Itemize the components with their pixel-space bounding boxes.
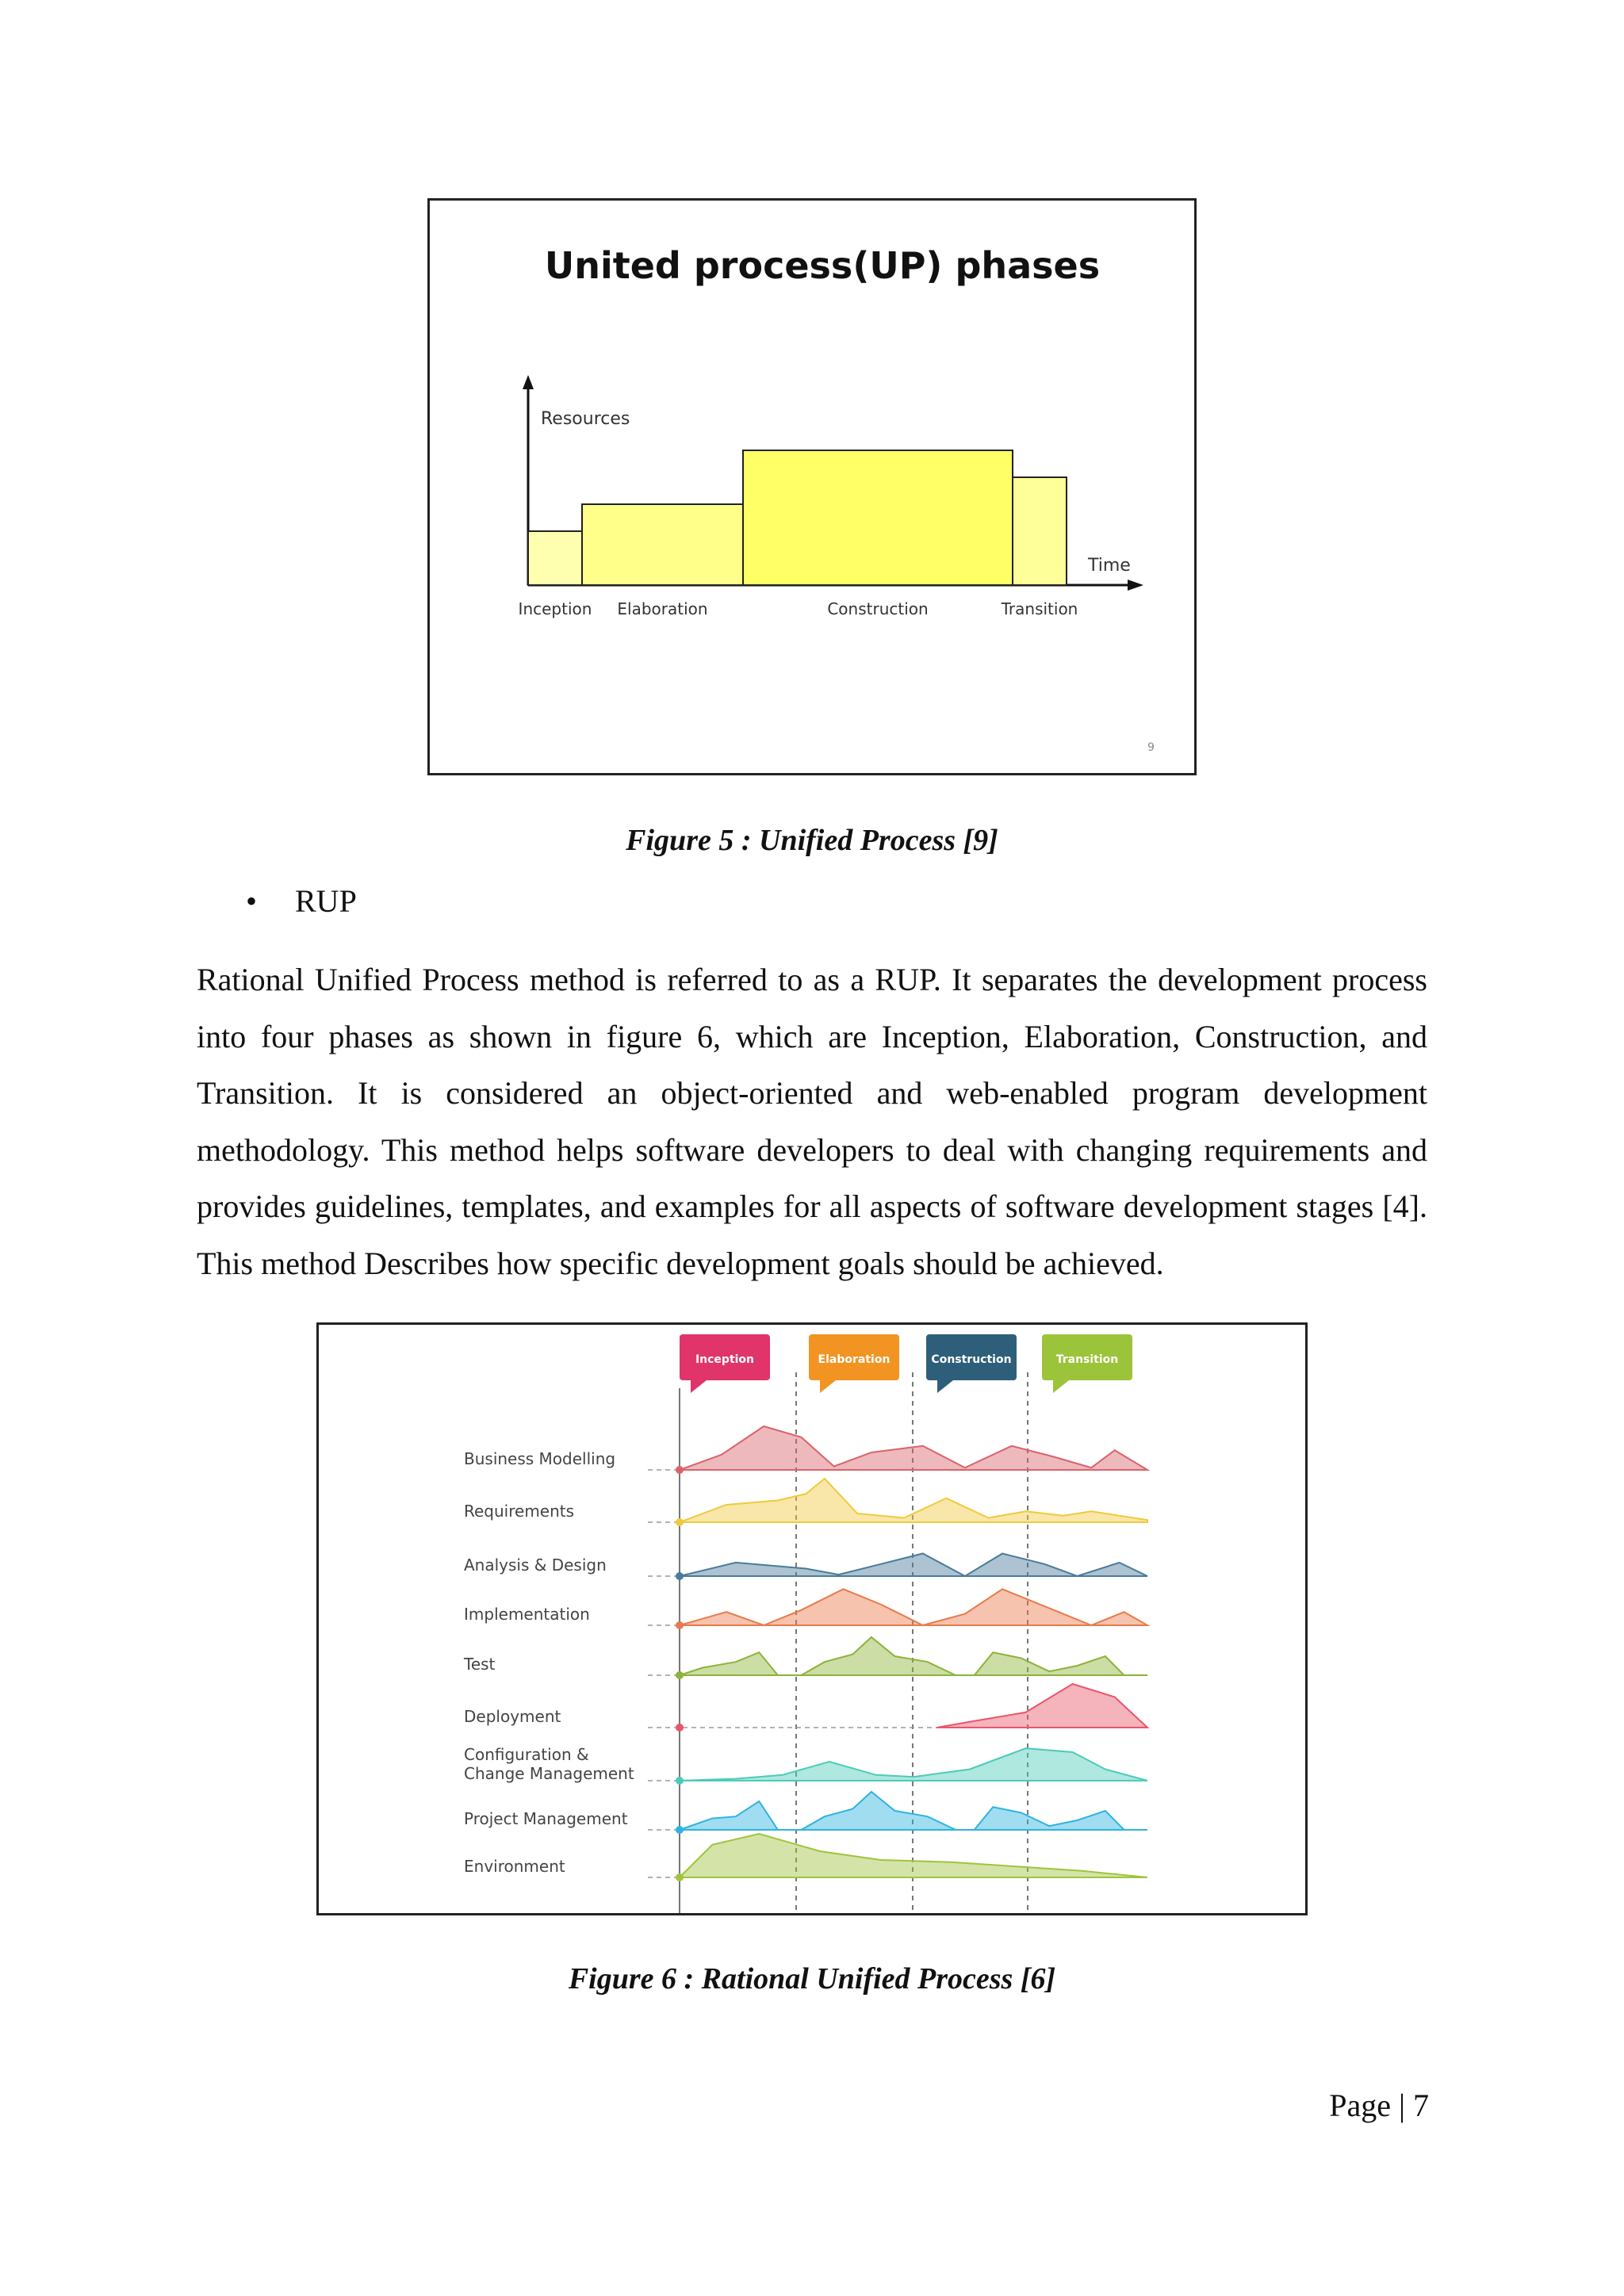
figure-5-caption: Figure 5 : Unified Process [9] bbox=[626, 824, 998, 857]
discipline-label: Deployment bbox=[464, 1707, 561, 1726]
discipline-row bbox=[464, 1792, 1147, 1834]
y-axis-label: Resources bbox=[541, 409, 630, 429]
discipline-label: Business Modelling bbox=[464, 1449, 616, 1468]
rup-hump-chart bbox=[319, 1325, 1305, 1913]
discipline-row bbox=[463, 1637, 1147, 1679]
phase-tag-label: Transition bbox=[1055, 1353, 1119, 1366]
phase-tag-label: Elaboration bbox=[818, 1353, 891, 1366]
slide-number: 9 bbox=[1147, 741, 1155, 754]
tick-label-elaboration: Elaboration bbox=[617, 599, 708, 618]
discipline-label: Environment bbox=[464, 1857, 565, 1876]
discipline-start-dot bbox=[676, 1466, 684, 1474]
discipline-area bbox=[937, 1684, 1148, 1728]
discipline-rows-group bbox=[463, 1372, 1147, 1913]
y-axis-arrow bbox=[523, 375, 534, 389]
discipline-start-dot bbox=[676, 1777, 684, 1785]
discipline-label: Project Management bbox=[464, 1809, 628, 1828]
discipline-row bbox=[464, 1745, 1147, 1785]
discipline-start-dot bbox=[676, 1518, 684, 1526]
bar-transition bbox=[1013, 477, 1067, 585]
discipline-label: Implementation bbox=[464, 1605, 590, 1624]
body-paragraph: Rational Unified Process method is referred to as a RUP. It separates the development process into four phases as shown in figure 6, which are Inception, Elaboration, Construction, and Transition. It is considered an object-oriented and web-enabled program development methodology. This method helps software developers to deal with changing requirements and provides guidelines, templates, and examples for all aspects of software development stages [4]. This method Describes how specific development goals should be achieved. bbox=[197, 962, 1427, 1281]
phase-tag-elaboration bbox=[809, 1334, 899, 1393]
bullet-text: RUP bbox=[295, 883, 357, 919]
discipline-start-dot bbox=[676, 1621, 684, 1629]
figure-6-caption: Figure 6 : Rational Unified Process [6] bbox=[568, 1962, 1056, 1996]
bar-inception bbox=[528, 531, 582, 585]
discipline-label: Analysis & Design bbox=[464, 1556, 607, 1575]
tick-label-inception: Inception bbox=[518, 599, 592, 618]
discipline-start-dot bbox=[676, 1826, 684, 1834]
phase-tag-label: Construction bbox=[931, 1353, 1012, 1366]
discipline-label: Configuration & Change Management bbox=[464, 1745, 634, 1783]
figure-6-rup-diagram bbox=[316, 1322, 1308, 1915]
figure-5-unified-process bbox=[427, 198, 1197, 775]
phase-tags-group bbox=[680, 1334, 1132, 1393]
up-phases-chart bbox=[430, 201, 1194, 773]
phase-tag-transition bbox=[1042, 1334, 1132, 1393]
discipline-area bbox=[680, 1554, 1147, 1577]
discipline-row bbox=[464, 1554, 1147, 1581]
discipline-start-dot bbox=[676, 1572, 684, 1580]
discipline-label: Test bbox=[464, 1655, 496, 1674]
chart-title: United process(UP) phases bbox=[544, 244, 1101, 287]
discipline-row bbox=[464, 1834, 1147, 1881]
discipline-row bbox=[464, 1684, 1147, 1732]
discipline-row bbox=[464, 1426, 1147, 1474]
discipline-row bbox=[464, 1589, 1147, 1629]
discipline-row bbox=[464, 1479, 1147, 1526]
x-axis-label: Time bbox=[1088, 556, 1131, 576]
bar-elaboration bbox=[582, 504, 743, 585]
phase-tag-construction bbox=[926, 1334, 1017, 1393]
tick-labels-group bbox=[519, 599, 1078, 618]
x-axis-arrow bbox=[1128, 580, 1143, 591]
page-number: Page | 7 bbox=[1329, 2087, 1429, 2123]
tick-label-transition: Transition bbox=[1001, 599, 1078, 618]
phase-tag-label: Inception bbox=[695, 1353, 755, 1366]
tick-label-construction: Construction bbox=[827, 599, 929, 618]
discipline-start-dot bbox=[676, 1724, 684, 1732]
discipline-start-dot bbox=[676, 1873, 684, 1881]
bullet-marker: • bbox=[246, 883, 258, 919]
phase-tag-inception bbox=[680, 1334, 770, 1393]
discipline-label: Requirements bbox=[464, 1502, 575, 1521]
bars-group bbox=[528, 450, 1067, 585]
bar-construction bbox=[743, 450, 1013, 585]
discipline-start-dot bbox=[676, 1671, 684, 1679]
